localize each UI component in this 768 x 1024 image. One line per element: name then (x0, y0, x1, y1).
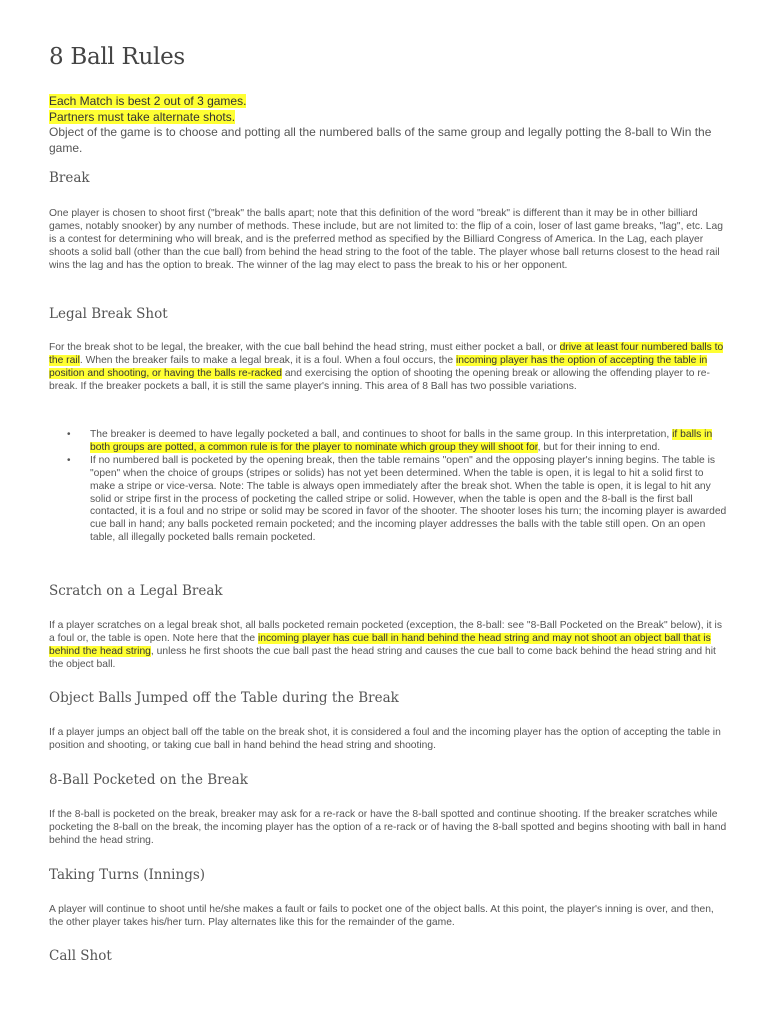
highlight-cue-ball-in-hand: incoming player has cue ball in hand behind the head string and may not shoot an object ball that is behind the head string (49, 632, 711, 657)
intro-match-format: Each Match is best 2 out of 3 games. (49, 94, 247, 108)
list-item: • If no numbered ball is pocketed by the opening break, then the table remains "open" and the opposing player's inning begins. The table is "open" when the choice of groups (stripes or solids) has not yet been determined. When the table is open, it is legal to hit a solid first to make a stripe or vice-versa. Note: The table is always open immediately after the break shot. When the table is open, it is legal to hit any solid or stripe first in the process of pocketing the called stripe or solid. However, when the table is open and the 8-ball is the first ball contacted, it is a foul and no stripe or solid may be scored in favor of the shooter. The shooter loses his turn; the incoming player is awarded cue ball in hand; any balls pocketed remain pocketed; and the incoming player addresses the balls with the table still open. On an open table, all illegally pocketed balls remain pocketed. (67, 454, 727, 544)
highlight-incoming-option: incoming player has the option of accepting the table in position and shooting, or having the balls re-racked (49, 354, 708, 379)
intro-partners-rule: Partners must take alternate shots. (49, 109, 236, 124)
scratch-paragraph: If a player scratches on a legal break shot, all balls pocketed remain pocketed (exception, the 8-ball: see "8-Ball Pocketed on the Break" below), it is a foul or, the table is open. Note here that the incoming player has cue ball in hand behind the head string and may not shoot an object ball that is behind the head string, unless he first shoots the cue ball past the head string and causes the cue ball to come back behind the head string and hit the object ball. (49, 620, 722, 670)
section-heading-call-shot: Call Shot (49, 948, 112, 964)
bullet-icon: • (67, 454, 71, 466)
highlight-nominate-group: if balls in both groups are potted, a common rule is for the player to nominate which group they will shoot for (90, 429, 713, 453)
legal-break-paragraph: For the break shot to be legal, the breaker, with the cue ball behind the head string, must either pocket a ball, or drive at least four numbered balls to the rail. When the breaker fails to make a legal break, it is a foul. When a foul occurs, the incoming player has the option of accepting the table in position and shooting, or having the balls re-racked and exercising the option of shooting the opening break or allowing the offending player to re-break. If the breaker pockets a ball, it is still the same player's inning. This area of 8 Ball has two possible variations. (49, 342, 724, 392)
bullet-icon: • (67, 429, 71, 440)
list-item: • The breaker is deemed to have legally pocketed a ball, and continues to shoot for balls in the same group. In this interpretation, if balls in both groups are potted, a common rule is for the player to nominate which group they will shoot for, but for their inning to end. (67, 429, 713, 453)
highlight-four-balls: drive at least four numbered balls to the rail (49, 342, 724, 366)
section-heading-break: Break (49, 170, 90, 186)
eight-ball-paragraph: If the 8-ball is pocketed on the break, breaker may ask for a re-rack or have the 8-ball spotted and continue shooting. If the breaker scratches while pocketing the 8-ball on the break, the incoming player has the option of a re-rack or of having the 8-ball spotted and begins shooting with ball in hand behind the head string. (49, 809, 727, 846)
section-heading-scratch: Scratch on a Legal Break (49, 583, 223, 599)
legal-break-variations-list (49, 429, 729, 545)
break-paragraph: One player is chosen to shoot first ("break" the balls apart; note that this definition of the word "break" is different than it may be in other billiard games, notably snooker) by any number of methods. These include, but are not limited to: the flip of a coin, loser of last game breaks, "lag", etc. Lag is a contest for determining who will break, and is the preferred method as specified by the Billiard Congress of America. In the Lag, each player shoots a solid ball (other than the cue ball) from behind the head string to the foot of the table. The player whose ball returns closest to the head rail wins the lag and has the option to break. The winner of the lag may elect to pass the break to his or her opponent. (49, 208, 723, 271)
taking-turns-paragraph: A player will continue to shoot until he/she makes a fault or fails to pocket one of the object balls. At this point, the player's inning is over, and then, the other player takes his/her turn. Play alternates like this for the remainder of the game. (49, 904, 714, 928)
jumped-balls-paragraph: If a player jumps an object ball off the table on the break shot, it is considered a foul and the incoming player has the option of accepting the table in position and shooting, or taking cue ball in hand behind the head string and shooting. (49, 727, 721, 751)
section-heading-8-ball-pocketed: 8-Ball Pocketed on the Break (49, 772, 248, 788)
section-heading-taking-turns: Taking Turns (Innings) (49, 867, 206, 883)
intro-block (49, 94, 729, 156)
section-heading-jumped-balls: Object Balls Jumped off the Table during the Break (49, 690, 399, 706)
section-heading-legal-break: Legal Break Shot (49, 306, 168, 322)
page-title: 8 Ball Rules (49, 44, 185, 70)
intro-objective: Object of the game is to choose and potting all the numbered balls of the same group and legally potting the 8-ball to Win the game. (49, 125, 712, 155)
